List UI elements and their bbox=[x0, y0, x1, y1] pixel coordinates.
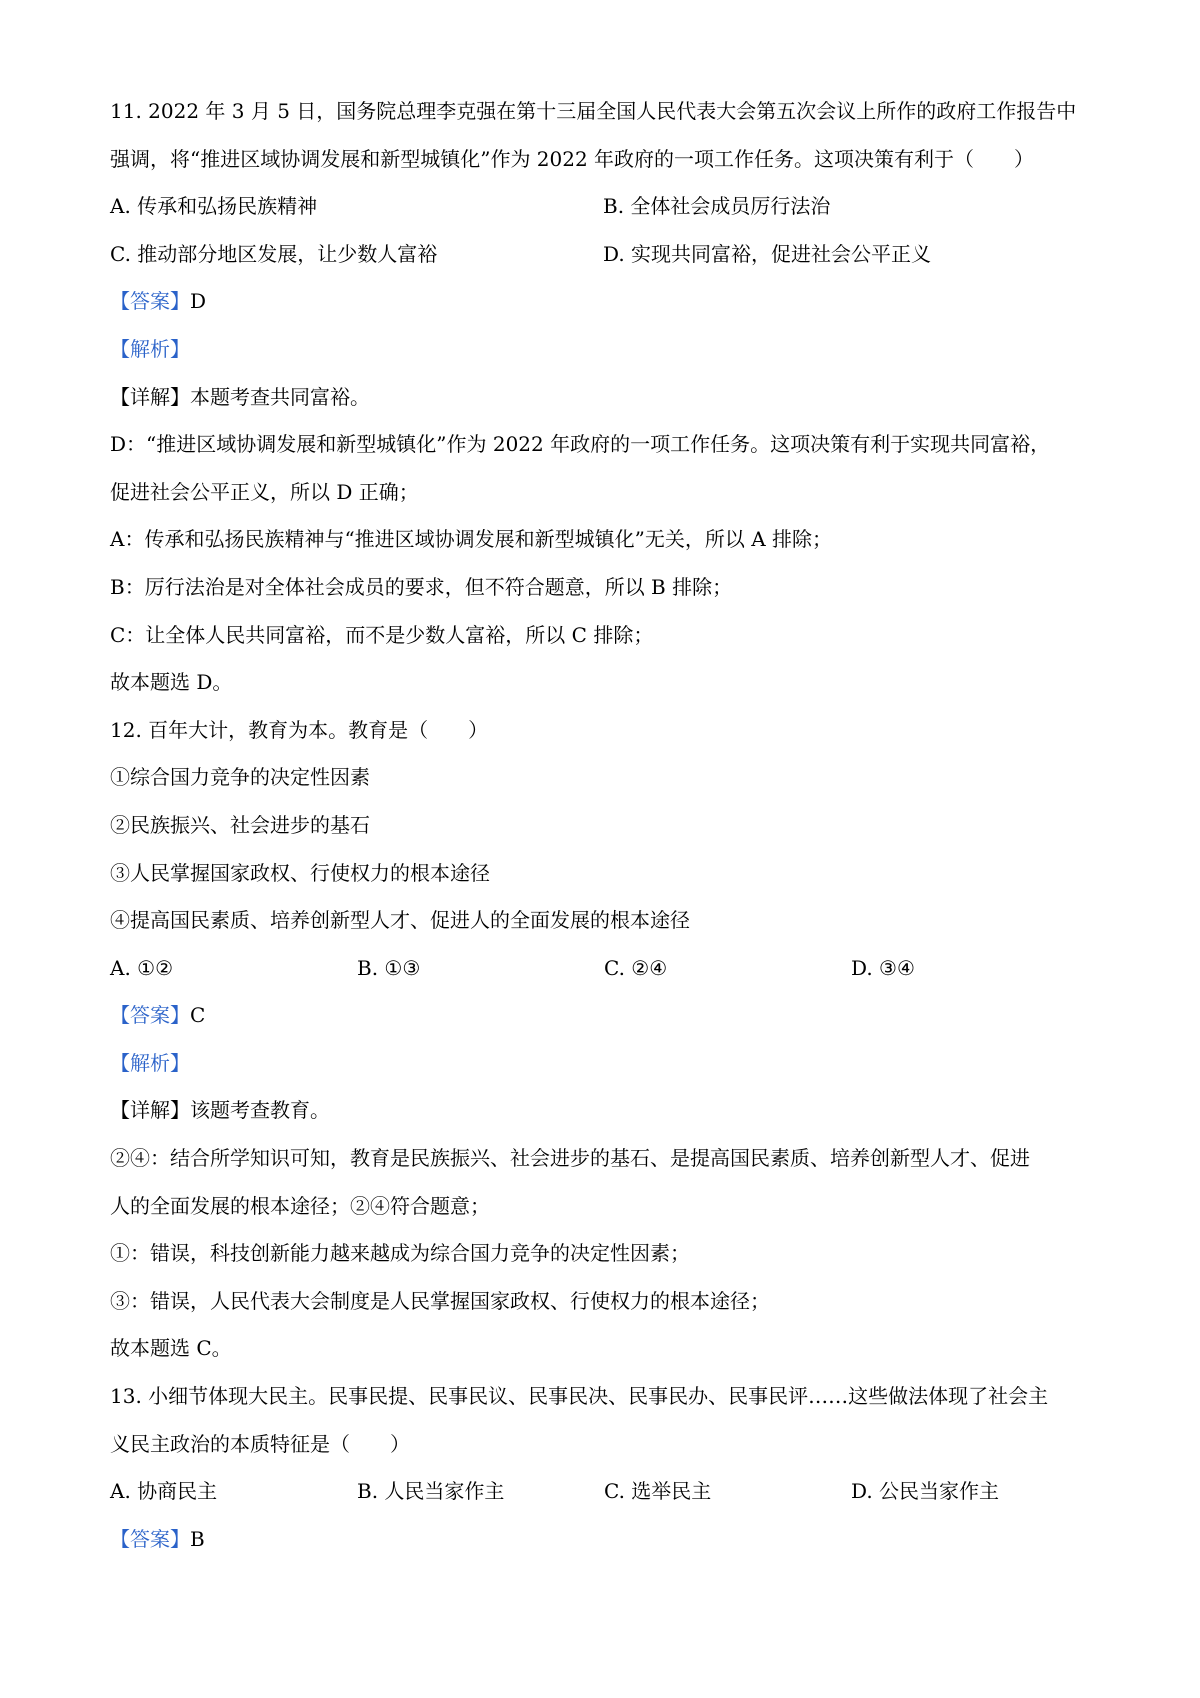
q11-analysis-line: A：传承和弘扬民族精神与“推进区域协调发展和新型城镇化”无关，所以 A 排除； bbox=[110, 527, 833, 552]
q12-answer-value: C bbox=[190, 1003, 206, 1028]
q12-item-1: ①综合国力竞争的决定性因素 bbox=[110, 765, 370, 790]
q11-answer bbox=[110, 286, 1100, 334]
q13-answer-value: B bbox=[190, 1526, 205, 1551]
q11-detail: 【详解】本题考查共同富裕。 bbox=[110, 384, 370, 409]
q12-analysis-line: ①：错误，科技创新能力越来越成为综合国力竞争的决定性因素； bbox=[110, 1241, 690, 1266]
q11-options-row-1 bbox=[110, 191, 1100, 239]
q11-analysis-line: B：厉行法治是对全体社会成员的要求，但不符合题意，所以 B 排除； bbox=[110, 574, 733, 599]
q12-item-2: ②民族振兴、社会进步的基石 bbox=[110, 812, 370, 837]
q12-option-c: C. ②④ bbox=[604, 955, 668, 980]
q13-option-a: A. 协商民主 bbox=[110, 1479, 218, 1504]
q12-options-row bbox=[110, 953, 1100, 1001]
q13-option-d: D. 公民当家作主 bbox=[851, 1479, 1000, 1504]
q12-detail: 【详解】该题考查教育。 bbox=[110, 1098, 330, 1123]
q12-option-d: D. ③④ bbox=[851, 955, 915, 980]
q13-stem-line-1: 13. 小细节体现大民主。民事民提、民事民议、民事民决、民事民办、民事民评……这些做法体现了社会主 bbox=[110, 1384, 1049, 1409]
q11-analysis-tag: 【解析】 bbox=[110, 336, 190, 361]
q12-stem: 12. 百年大计，教育为本。教育是（ ） bbox=[110, 717, 489, 742]
q11-conclusion: 故本题选 D。 bbox=[110, 670, 233, 695]
q11-options-row-2 bbox=[110, 239, 1100, 287]
q12-option-b: B. ①③ bbox=[357, 955, 421, 980]
q13-answer-tag: 【答案】 bbox=[110, 1526, 190, 1551]
q12-option-a: A. ①② bbox=[110, 955, 174, 980]
q11-option-d: D. 实现共同富裕，促进社会公平正义 bbox=[603, 241, 932, 266]
q12-answer-tag: 【答案】 bbox=[110, 1003, 190, 1028]
q12-analysis-line: ②④：结合所学知识可知，教育是民族振兴、社会进步的基石、是提高国民素质、培养创新型人才、促进 bbox=[110, 1146, 1030, 1171]
q11-option-c: C. 推动部分地区发展，让少数人富裕 bbox=[110, 241, 438, 266]
q12-analysis-line: ③：错误，人民代表大会制度是人民掌握国家政权、行使权力的根本途径； bbox=[110, 1288, 770, 1313]
q12-conclusion: 故本题选 C。 bbox=[110, 1336, 232, 1361]
q13-answer bbox=[110, 1524, 1100, 1572]
q11-option-a: A. 传承和弘扬民族精神 bbox=[110, 194, 318, 219]
q13-stem-line-2: 义民主政治的本质特征是（ ） bbox=[110, 1431, 410, 1456]
q11-analysis-line: C：让全体人民共同富裕，而不是少数人富裕，所以 C 排除； bbox=[110, 622, 654, 647]
q11-stem-line-1: 11. 2022 年 3 月 5 日，国务院总理李克强在第十三届全国人民代表大会第五次会议上所作的政府工作报告中 bbox=[110, 99, 1077, 123]
q12-analysis-line: 人的全面发展的根本途径；②④符合题意； bbox=[110, 1193, 490, 1218]
q11-analysis-line: 促进社会公平正义，所以 D 正确； bbox=[110, 479, 419, 504]
q12-item-3: ③人民掌握国家政权、行使权力的根本途径 bbox=[110, 860, 490, 885]
q11-answer-value: D bbox=[190, 289, 207, 314]
q13-option-b: B. 人民当家作主 bbox=[357, 1479, 505, 1504]
q11-analysis-line: D：“推进区域协调发展和新型城镇化”作为 2022 年政府的一项工作任务。这项决策有利于实现共同富裕， bbox=[110, 432, 1051, 457]
q12-analysis-tag: 【解析】 bbox=[110, 1050, 190, 1075]
q11-option-b: B. 全体社会成员厉行法治 bbox=[603, 194, 831, 219]
q11-answer-tag: 【答案】 bbox=[110, 289, 190, 314]
q13-option-c: C. 选举民主 bbox=[604, 1479, 712, 1504]
q11-stem-line-2: 强调，将“推进区域协调发展和新型城镇化”作为 2022 年政府的一项工作任务。这项决策有利于（ ） bbox=[110, 146, 1035, 171]
q12-answer bbox=[110, 1000, 1100, 1048]
document-page bbox=[110, 96, 1100, 1571]
q13-options-row bbox=[110, 1476, 1100, 1524]
q12-item-4: ④提高国民素质、培养创新型人才、促进人的全面发展的根本途径 bbox=[110, 908, 690, 933]
